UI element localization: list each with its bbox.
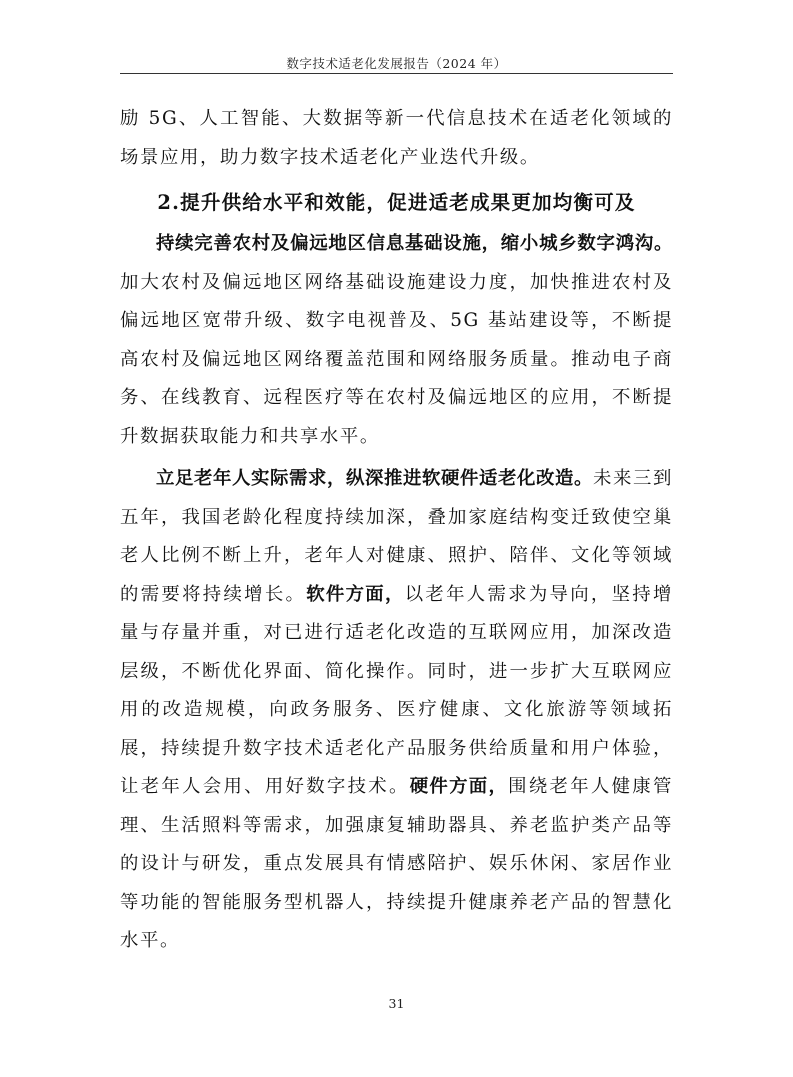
- paragraph-text: 以老年人需求为导向，坚持增量与存量并重，对已进行适老化改造的互联网应用，加深改造层级，不断优化界面、简化操作。同时，进一步扩大互联网应用的改造规模，向政务服务、医疗健康、文化旅游等领域拓展，持续提升数字技术适老化产品服务供给质量和用户体验，让老年人会用、用好数字技术。: [120, 583, 673, 797]
- section-heading: 2.提升供给水平和效能，促进适老成果更加均衡可及: [157, 191, 636, 214]
- paragraph-text: 围绕老年人健康管理、生活照料等需求，加强康复辅助器具、养老监护类产品等的设计与研发，重点发展具有情感陪护、娱乐休闲、家居作业等功能的智能服务型机器人，持续提升健康养老产品的智慧化水平。: [120, 776, 673, 951]
- paragraph-text: 未来三到五年，我国老龄化程度持续加深，叠加家庭结构变迁致使空巢老人比例不断上升，老年人对健康、照护、陪伴、文化等领域的需要将持续增长。: [120, 468, 673, 605]
- header-divider: [120, 73, 673, 74]
- paragraph-elderly-needs: [120, 460, 673, 961]
- page-body: [120, 100, 673, 961]
- running-header: 数字技术适老化发展报告（2024 年）: [286, 56, 507, 71]
- hardware-label: 硬件方面，: [409, 776, 509, 797]
- paragraph-lead-heading: 持续完善农村及偏远地区信息基础设施，缩小城乡数字鸿沟。: [156, 233, 673, 254]
- paragraph-continuation: 励 5G、人工智能、大数据等新一代信息技术在适老化领域的场景应用，助力数字技术适老化产业迭代升级。: [120, 108, 673, 168]
- software-label: 软件方面，: [306, 583, 405, 605]
- page-number: 31: [388, 996, 405, 1011]
- paragraph-rural-infrastructure: [120, 225, 673, 456]
- paragraph-lead-heading: 立足老年人实际需求，纵深推进软硬件适老化改造。: [156, 468, 593, 489]
- paragraph-text: 加大农村及偏远地区网络基础设施建设力度，加快推进农村及偏远地区宽带升级、数字电视普及、5G 基站建设等，不断提高农村及偏远地区网络覆盖范围和网络服务质量。推动电子商务、在线教育、远程医疗等在农村及偏远地区的应用，不断提升数据获取能力和共享水平。: [120, 271, 673, 447]
